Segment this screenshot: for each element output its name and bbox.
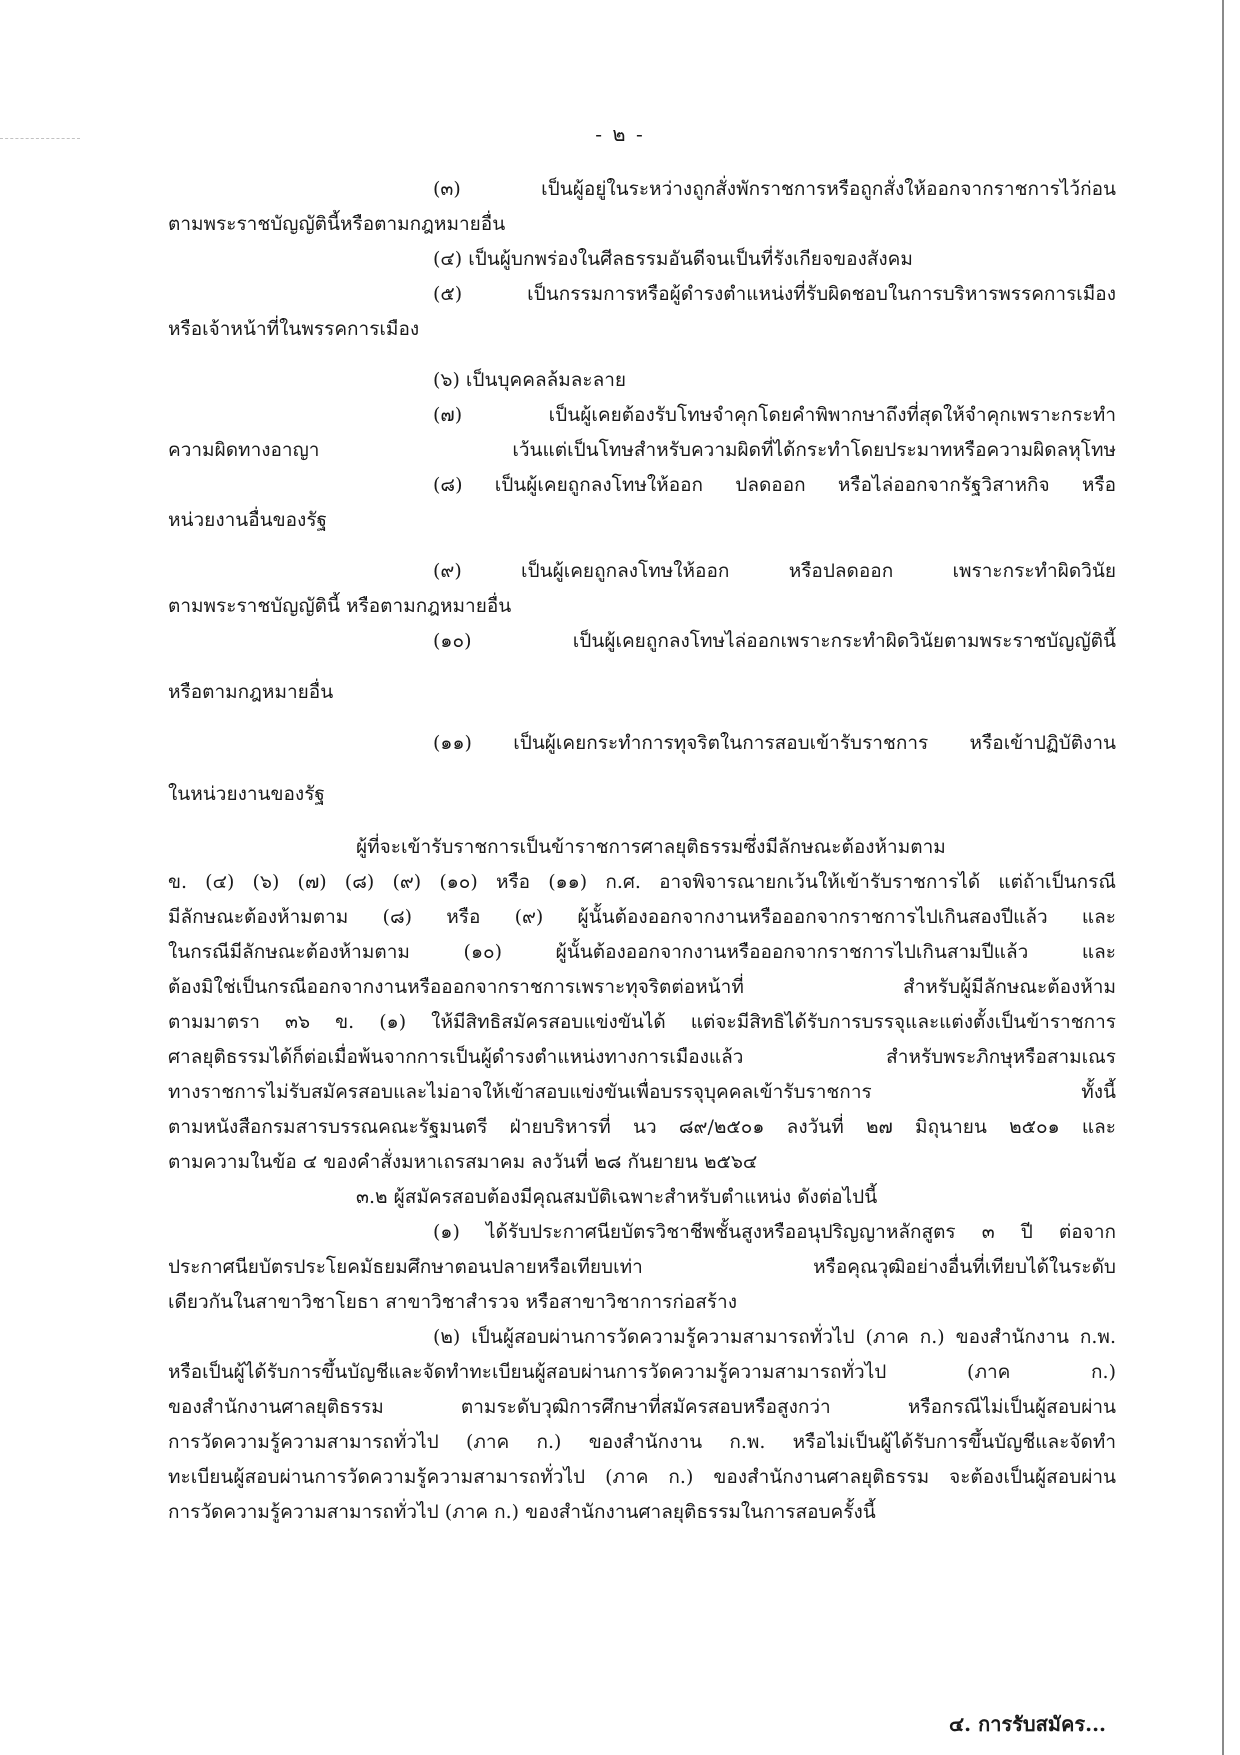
text-line: ประกาศนียบัตรประโยคมัธยมศึกษาตอนปลายหรือเทียบเท่า หรือคุณวุฒิอย่างอื่นที่เทียบได้ในระดับ bbox=[168, 1256, 1116, 1278]
text-line: ทะเบียนผู้สอบผ่านการวัดความรู้ความสามารถทั่วไป (ภาค ก.) ของสำนักงานศาลยุติธรรม จะต้องเป็นผู้สอบผ่าน bbox=[168, 1466, 1116, 1488]
text-line: (๑๑) เป็นผู้เคยกระทำการทุจริตในการสอบเข้ารับราชการ หรือเข้าปฏิบัติงาน bbox=[433, 732, 1116, 754]
text-line: (๗) เป็นผู้เคยต้องรับโทษจำคุกโดยคำพิพากษาถึงที่สุดให้จำคุกเพราะกระทำ bbox=[433, 404, 1116, 426]
text-line: ความผิดทางอาญา เว้นแต่เป็นโทษสำหรับความผิดที่ได้กระทำโดยประมาทหรือความผิดลหุโทษ bbox=[168, 439, 1116, 461]
text-line: ศาลยุติธรรมได้ก็ต่อเมื่อพ้นจากการเป็นผู้ดำรงตำแหน่งทางการเมืองแล้ว สำหรับพระภิกษุหรือสามเณร bbox=[168, 1046, 1116, 1068]
text-line: (๔) เป็นผู้บกพร่องในศีลธรรมอันดีจนเป็นที่รังเกียจของสังคม bbox=[433, 248, 913, 270]
text-line: (๕) เป็นกรรมการหรือผู้ดำรงตำแหน่งที่รับผิดชอบในการบริหารพรรคการเมือง bbox=[433, 283, 1116, 305]
document-body bbox=[168, 172, 1116, 1530]
text-line: หรือเจ้าหน้าที่ในพรรคการเมือง bbox=[168, 318, 420, 340]
text-line: ในหน่วยงานของรัฐ bbox=[168, 783, 325, 805]
text-line: ต้องมิใช่เป็นกรณีออกจากงานหรือออกจากราชการเพราะทุจริตต่อหน้าที่ สำหรับผู้มีลักษณะต้องห้าม bbox=[168, 976, 1116, 998]
text-line: ในกรณีมีลักษณะต้องห้ามตาม (๑๐) ผู้นั้นต้องออกจากงานหรือออกจากราชการไปเกินสามปีแล้ว และ bbox=[168, 941, 1116, 963]
text-line: (๓) เป็นผู้อยู่ในระหว่างถูกสั่งพักราชการหรือถูกสั่งให้ออกจากราชการไว้ก่อน bbox=[433, 178, 1116, 200]
text-line: หรือเป็นผู้ได้รับการขึ้นบัญชีและจัดทำทะเบียนผู้สอบผ่านการวัดความรู้ความสามารถทั่วไป (ภาค ก.) bbox=[168, 1361, 1116, 1383]
text-line: (๑๐) เป็นผู้เคยถูกลงโทษไล่ออกเพราะกระทำผิดวินัยตามพระราชบัญญัตินี้ bbox=[433, 630, 1116, 652]
text-line: ตามพระราชบัญญัตินี้ หรือตามกฎหมายอื่น bbox=[168, 595, 512, 617]
text-line: ตามความในข้อ ๔ ของคำสั่งมหาเถรสมาคม ลงวันที่ ๒๘ กันยายน ๒๕๖๔ bbox=[168, 1151, 758, 1173]
text-line: การวัดความรู้ความสามารถทั่วไป (ภาค ก.) ของสำนักงานศาลยุติธรรมในการสอบครั้งนี้ bbox=[168, 1501, 876, 1523]
text-line: ตามพระราชบัญญัตินี้หรือตามกฎหมายอื่น bbox=[168, 213, 506, 235]
text-line: ๓.๒ ผู้สมัครสอบต้องมีคุณสมบัติเฉพาะสำหรับตำแหน่ง ดังต่อไปนี้ bbox=[356, 1186, 878, 1208]
text-line: (๘) เป็นผู้เคยถูกลงโทษให้ออก ปลดออก หรือไล่ออกจากรัฐวิสาหกิจ หรือ bbox=[433, 474, 1116, 496]
text-line: ของสำนักงานศาลยุติธรรม ตามระดับวุฒิการศึกษาที่สมัครสอบหรือสูงกว่า หรือกรณีไม่เป็นผู้สอบผ่าน bbox=[168, 1396, 1116, 1418]
text-line: ทางราชการไม่รับสมัครสอบและไม่อาจให้เข้าสอบแข่งขันเพื่อบรรจุบุคคลเข้ารับราชการ ทั้งนี้ bbox=[168, 1081, 1116, 1103]
text-line: (๑) ได้รับประกาศนียบัตรวิชาชีพชั้นสูงหรืออนุปริญญาหลักสูตร ๓ ปี ต่อจาก bbox=[433, 1221, 1116, 1243]
text-line: (๒) เป็นผู้สอบผ่านการวัดความรู้ความสามารถทั่วไป (ภาค ก.) ของสำนักงาน ก.พ. bbox=[433, 1326, 1116, 1348]
text-line: หรือตามกฎหมายอื่น bbox=[168, 681, 334, 703]
continuation-note: ๔. การรับสมัคร... bbox=[949, 1712, 1106, 1736]
text-line: เดียวกันในสาขาวิชาโยธา สาขาวิชาสำรวจ หรือสาขาวิชาการก่อสร้าง bbox=[168, 1291, 737, 1313]
text-line: หน่วยงานอื่นของรัฐ bbox=[168, 509, 328, 531]
text-line: การวัดความรู้ความสามารถทั่วไป (ภาค ก.) ของสำนักงาน ก.พ. หรือไม่เป็นผู้ได้รับการขึ้นบัญชีและจัดทำ bbox=[168, 1431, 1116, 1453]
text-line: (๙) เป็นผู้เคยถูกลงโทษให้ออก หรือปลดออก เพราะกระทำผิดวินัย bbox=[433, 560, 1116, 582]
scan-edge-line bbox=[1222, 0, 1224, 1755]
text-line: (๖) เป็นบุคคลล้มละลาย bbox=[433, 369, 627, 391]
text-line: ผู้ที่จะเข้ารับราชการเป็นข้าราชการศาลยุติธรรมซึ่งมีลักษณะต้องห้ามตาม bbox=[356, 836, 946, 858]
text-line: ตามมาตรา ๓๖ ข. (๑) ให้มีสิทธิสมัครสอบแข่งขันได้ แต่จะมีสิทธิได้รับการบรรจุและแต่งตั้งเป็นข้าราชการ bbox=[168, 1011, 1116, 1033]
page-number: - ๒ - bbox=[595, 122, 645, 146]
text-line: ข. (๔) (๖) (๗) (๘) (๙) (๑๐) หรือ (๑๑) ก.ศ. อาจพิจารณายกเว้นให้เข้ารับราชการได้ แต่ถ้าเป็นกรณี bbox=[168, 871, 1116, 893]
text-line: มีลักษณะต้องห้ามตาม (๘) หรือ (๙) ผู้นั้นต้องออกจากงานหรือออกจากราชการไปเกินสองปีแล้ว และ bbox=[168, 906, 1116, 928]
text-line: ตามหนังสือกรมสารบรรณคณะรัฐมนตรี ฝ่ายบริหารที่ นว ๘๙/๒๕๐๑ ลงวันที่ ๒๗ มิถุนายน ๒๕๐๑ และ bbox=[168, 1116, 1116, 1138]
